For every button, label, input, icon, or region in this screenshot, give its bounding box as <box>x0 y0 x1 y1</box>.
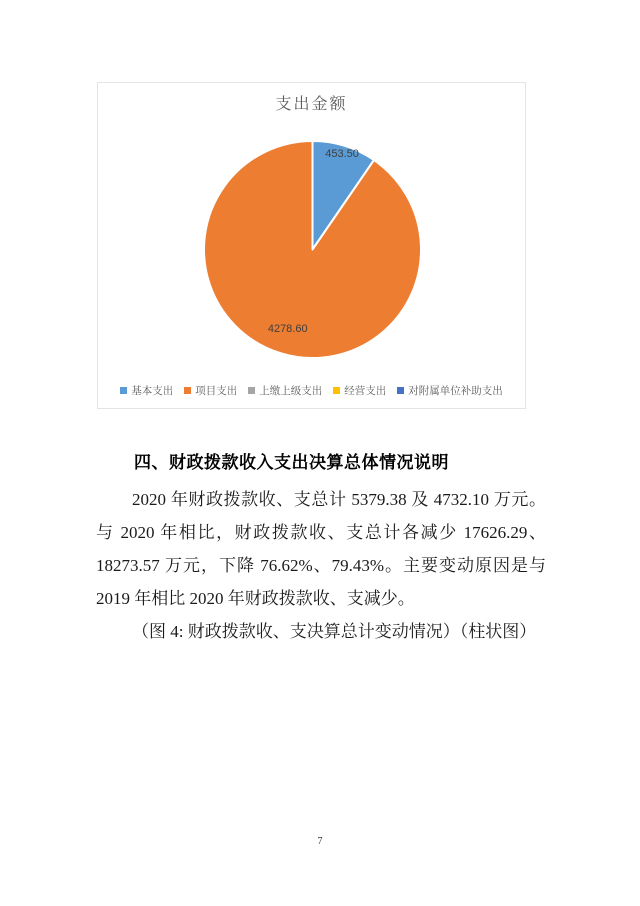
paragraph-line: 2019 年相比 2020 年财政拨款收、支减少。 <box>96 589 415 608</box>
legend-item <box>184 383 237 398</box>
expenditure-pie-chart <box>97 82 526 409</box>
legend-item <box>397 383 503 398</box>
legend-label: 项目支出 <box>195 385 238 397</box>
figure-caption: （图 4: 财政拨款收、支决算总计变动情况）（柱状图） <box>132 622 537 641</box>
legend-item <box>333 383 386 398</box>
paragraph-line: 18273.57 万元，下降 76.62%、79.43%。主要变动原因是与 <box>96 556 546 575</box>
paragraph-line: 2020 年财政拨款收、支总计 5379.38 及 4732.10 万元。 <box>132 490 546 509</box>
legend-swatch <box>184 387 191 394</box>
legend-item <box>248 383 322 398</box>
page-number: 7 <box>317 836 323 847</box>
legend-swatch <box>248 387 255 394</box>
legend-item <box>120 383 173 398</box>
legend-label: 上缴上级支出 <box>259 385 323 397</box>
paragraph-line: 与 2020 年相比，财政拨款收、支总计各减少 17626.29、 <box>96 523 546 542</box>
legend-swatch <box>397 387 404 394</box>
legend-label: 对附属单位补助支出 <box>408 385 503 397</box>
pie-data-label: 453.50 <box>325 148 359 161</box>
legend-label: 经营支出 <box>344 385 387 397</box>
legend-label: 基本支出 <box>131 385 174 397</box>
legend-swatch <box>333 387 340 394</box>
pie-slice-1 <box>204 141 421 358</box>
legend-swatch <box>120 387 127 394</box>
body-paragraph <box>96 483 546 648</box>
pie-data-label: 4278.60 <box>267 323 308 336</box>
chart-title: 支出金额 <box>275 96 348 113</box>
section-heading: 四、财政拨款收入支出决算总体情况说明 <box>134 453 449 472</box>
chart-legend <box>98 383 525 398</box>
pie-chart-svg <box>98 83 527 410</box>
